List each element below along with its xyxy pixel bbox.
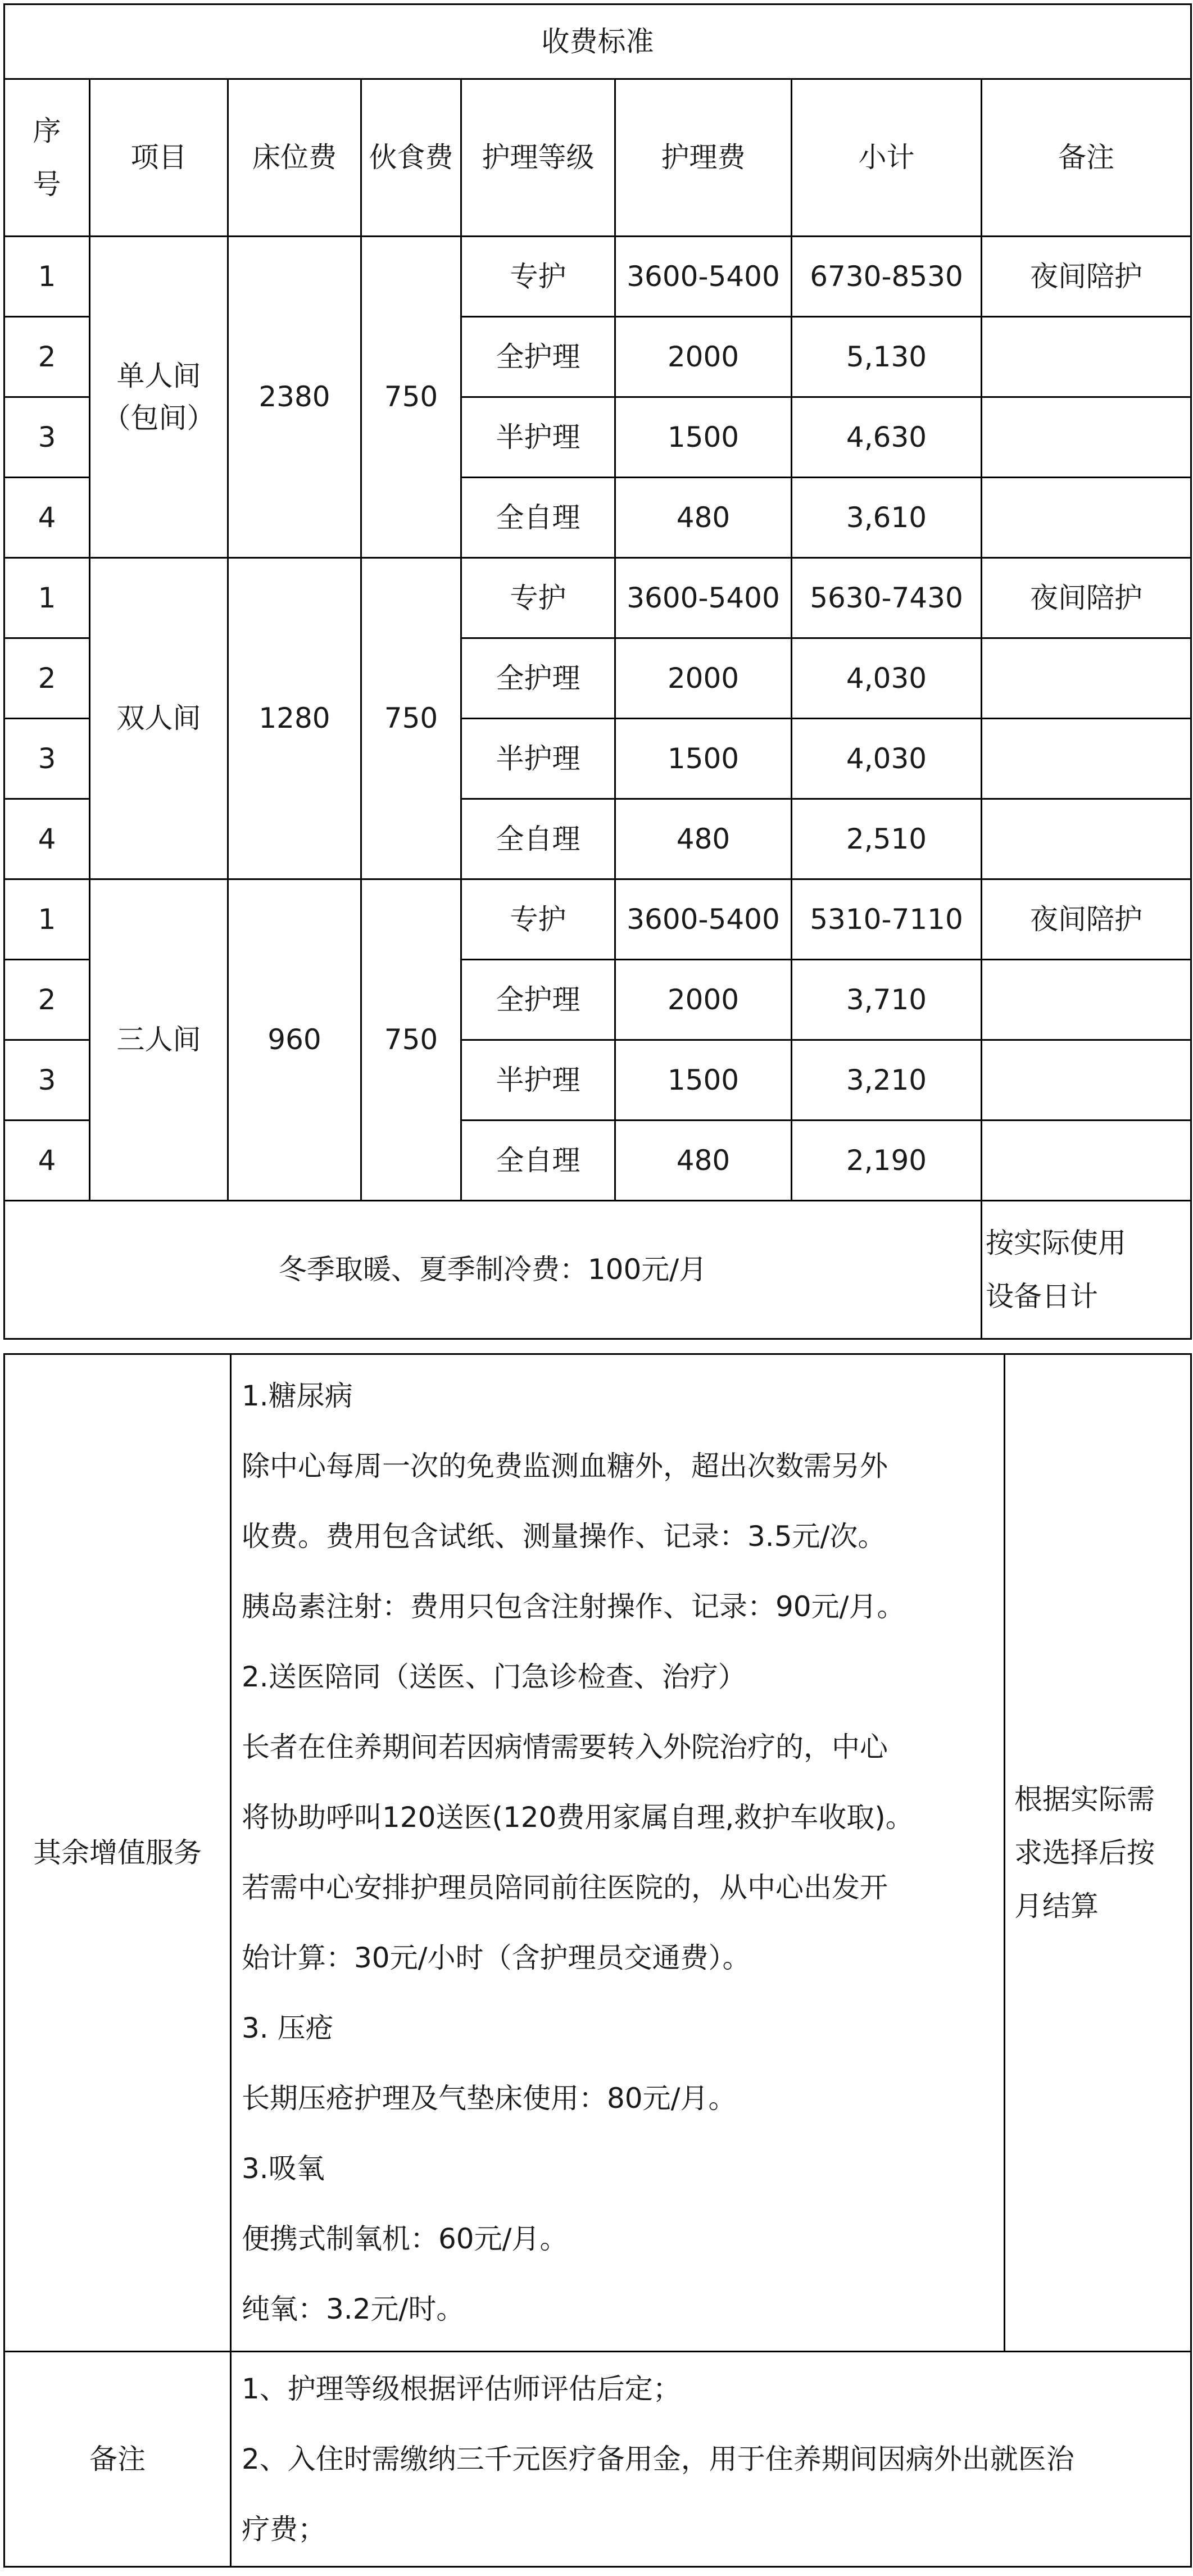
notes-label: 备注 (4, 2352, 231, 2567)
seq-cell: 1 (4, 558, 90, 638)
services-remark-line1: 根据实际需 (1014, 1783, 1155, 1816)
header-subtotal: 小计 (792, 79, 982, 237)
care-fee-cell: 1500 (615, 397, 792, 478)
services-remark-line3: 月结算 (1014, 1889, 1099, 1922)
fee-table-title: 收费标准 (4, 4, 1191, 79)
care-level-cell: 半护理 (461, 397, 615, 478)
care-fee-cell: 480 (615, 799, 792, 879)
service-line: 胰岛素注射：费用只包含注射操作、记录：90元/月。 (242, 1590, 905, 1623)
care-level-cell: 全护理 (461, 960, 615, 1040)
service-line: 若需中心安排护理员陪同前往医院的，从中心出发开 (242, 1871, 888, 1904)
service-line: 纯氧：3.2元/时。 (242, 2293, 465, 2325)
care-level-cell: 专护 (461, 558, 615, 638)
footer-remark-line2: 设备日计 (986, 1280, 1098, 1313)
care-fee-cell: 3600-5400 (615, 558, 792, 638)
care-level-cell: 专护 (461, 879, 615, 960)
header-meal-fee: 伙食费 (361, 79, 461, 237)
subtotal-cell: 3,710 (792, 960, 982, 1040)
service-line: 始计算：30元/小时（含护理员交通费）。 (242, 1942, 751, 1974)
service-line: 3. 压疮 (242, 2012, 334, 2044)
header-remark: 备注 (982, 79, 1191, 237)
header-row (4, 79, 1191, 237)
care-fee-cell: 480 (615, 1121, 792, 1201)
care-level-cell: 全自理 (461, 799, 615, 879)
service-line: 1.糖尿病 (242, 1380, 353, 1412)
service-line: 收费。费用包含试纸、测量操作、记录：3.5元/次。 (242, 1520, 886, 1553)
remark-cell (982, 638, 1191, 719)
subtotal-cell: 5,130 (792, 317, 982, 397)
seq-cell: 3 (4, 719, 90, 799)
table-row (4, 879, 1191, 960)
care-fee-cell: 1500 (615, 1040, 792, 1121)
service-line: 3.吸氧 (242, 2152, 325, 2185)
care-level-cell: 全自理 (461, 478, 615, 558)
seq-cell: 1 (4, 879, 90, 960)
care-fee-cell: 1500 (615, 719, 792, 799)
services-remark-line2: 求选择后按 (1014, 1836, 1155, 1869)
remark-cell (982, 397, 1191, 478)
note-line: 疗费； (242, 2512, 326, 2546)
remark-cell (982, 719, 1191, 799)
remark-cell: 夜间陪护 (982, 237, 1191, 317)
subtotal-cell: 2,190 (792, 1121, 982, 1201)
room-type-line1: 单人间 (116, 359, 201, 392)
note-line: 2、入住时需缴纳三千元医疗备用金，用于住养期间因病外出就医治 (242, 2442, 1074, 2475)
footer-remark-line1: 按实际使用 (986, 1226, 1126, 1259)
services-content (231, 1354, 1005, 2352)
remark-cell: 夜间陪护 (982, 879, 1191, 960)
service-line: 2.送医陪同（送医、门急诊检查、治疗） (242, 1661, 746, 1693)
seq-cell: 1 (4, 237, 90, 317)
care-fee-cell: 3600-5400 (615, 237, 792, 317)
care-fee-cell: 2000 (615, 317, 792, 397)
header-seq-line2: 号 (33, 167, 61, 201)
note-line: 1、护理等级根据评估师评估后定； (242, 2372, 681, 2405)
service-line: 长期压疮护理及气垫床使用：80元/月。 (242, 2082, 737, 2115)
care-level-cell: 半护理 (461, 1040, 615, 1121)
subtotal-cell: 4,630 (792, 397, 982, 478)
footer-row (4, 1201, 1191, 1339)
care-fee-cell: 2000 (615, 960, 792, 1040)
service-line: 长者在住养期间若因病情需要转入外院治疗的，中心 (242, 1731, 888, 1763)
room-type-cell: 双人间 (90, 558, 228, 879)
care-fee-cell: 3600-5400 (615, 879, 792, 960)
notes-content (231, 2352, 1191, 2567)
care-level-cell: 全自理 (461, 1121, 615, 1201)
remark-cell: 夜间陪护 (982, 558, 1191, 638)
heating-cooling-fee: 冬季取暖、夏季制冷费：100元/月 (4, 1201, 982, 1339)
care-fee-cell: 480 (615, 478, 792, 558)
care-level-cell: 全护理 (461, 638, 615, 719)
seq-cell: 4 (4, 799, 90, 879)
header-care-fee: 护理费 (615, 79, 792, 237)
meal-fee-cell: 750 (361, 558, 461, 879)
remark-cell (982, 317, 1191, 397)
remark-cell (982, 1040, 1191, 1121)
seq-cell: 4 (4, 1121, 90, 1201)
room-type-cell: 三人间 (90, 879, 228, 1201)
service-line: 将协助呼叫120送医(120费用家属自理,救护车收取)。 (242, 1801, 914, 1834)
services-table (3, 1353, 1192, 2568)
header-seq-line1: 序 (33, 114, 61, 147)
seq-cell: 2 (4, 638, 90, 719)
subtotal-cell: 6730-8530 (792, 237, 982, 317)
care-fee-cell: 2000 (615, 638, 792, 719)
seq-cell: 3 (4, 1040, 90, 1121)
remark-cell (982, 960, 1191, 1040)
service-line: 便携式制氧机：60元/月。 (242, 2223, 568, 2255)
room-type-line2: （包间） (102, 401, 215, 434)
room-type-cell (90, 237, 228, 558)
subtotal-cell: 2,510 (792, 799, 982, 879)
bed-fee-cell: 2380 (228, 237, 361, 558)
care-level-cell: 半护理 (461, 719, 615, 799)
table-row (4, 237, 1191, 317)
meal-fee-cell: 750 (361, 237, 461, 558)
care-level-cell: 专护 (461, 237, 615, 317)
care-level-cell: 全护理 (461, 317, 615, 397)
bed-fee-cell: 960 (228, 879, 361, 1201)
subtotal-cell: 3,610 (792, 478, 982, 558)
seq-cell: 2 (4, 960, 90, 1040)
subtotal-cell: 5310-7110 (792, 879, 982, 960)
subtotal-cell: 3,210 (792, 1040, 982, 1121)
services-row (4, 1354, 1191, 2352)
seq-cell: 3 (4, 397, 90, 478)
remark-cell (982, 478, 1191, 558)
meal-fee-cell: 750 (361, 879, 461, 1201)
subtotal-cell: 5630-7430 (792, 558, 982, 638)
header-bed-fee: 床位费 (228, 79, 361, 237)
subtotal-cell: 4,030 (792, 638, 982, 719)
bed-fee-cell: 1280 (228, 558, 361, 879)
service-line: 除中心每周一次的免费监测血糖外，超出次数需另外 (242, 1450, 888, 1482)
fee-table (3, 3, 1192, 1340)
header-item: 项目 (90, 79, 228, 237)
seq-cell: 2 (4, 317, 90, 397)
subtotal-cell: 4,030 (792, 719, 982, 799)
seq-cell: 4 (4, 478, 90, 558)
header-seq (4, 79, 90, 237)
header-care-level: 护理等级 (461, 79, 615, 237)
services-label: 其余增值服务 (4, 1354, 231, 2352)
services-remark (1005, 1354, 1191, 2352)
remark-cell (982, 1121, 1191, 1201)
notes-row (4, 2352, 1191, 2567)
table-row (4, 558, 1191, 638)
remark-cell (982, 799, 1191, 879)
footer-remark (982, 1201, 1191, 1339)
